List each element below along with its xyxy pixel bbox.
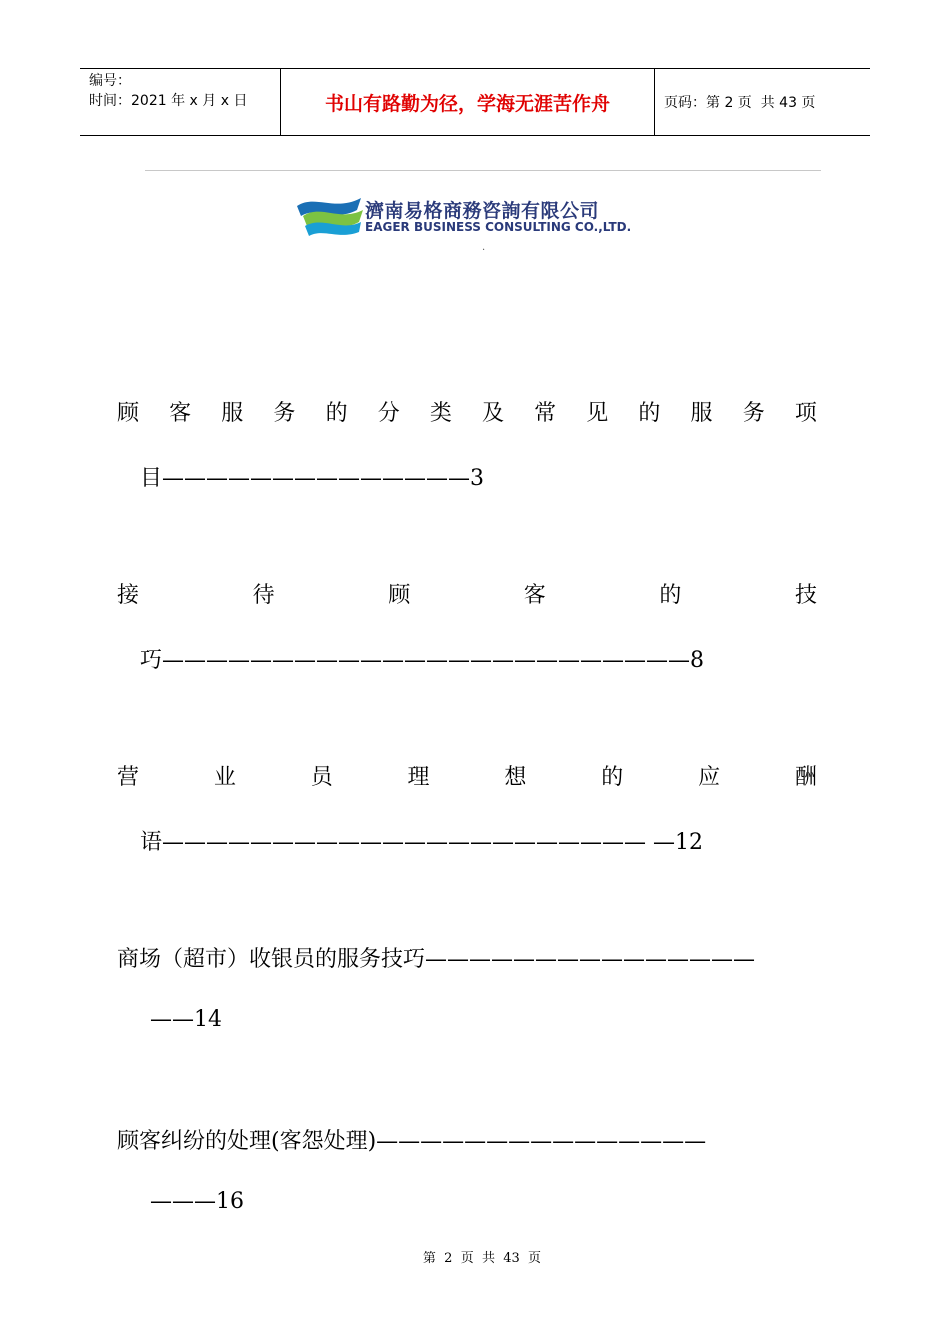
header-meta — [80, 69, 281, 135]
toc-entry-1-title: 顾 客 服 务 的 分 类 及 常 见 的 服 务 项 — [117, 401, 817, 426]
toc-entry-3-continuation: 语—————————————————————— —12 — [140, 830, 703, 855]
separator-dot: . — [482, 242, 486, 253]
logo-name-cn: 濟南易格商務咨詢有限公司 — [365, 200, 600, 222]
page-header — [80, 68, 870, 136]
toc-entry-5-continuation: ———16 — [150, 1189, 244, 1214]
logo-name-en: EAGER BUSINESS CONSULTING CO.,LTD. — [365, 220, 632, 234]
motto-text: 书山有路勤为径，学海无涯苦作舟 — [324, 92, 610, 115]
header-rule — [145, 170, 821, 171]
page-info: 页码：第 2 页 共 43 页 — [664, 95, 816, 111]
wave-logo-icon — [295, 192, 365, 238]
page-footer: 第 2 页 共 43 页 — [422, 1251, 542, 1266]
company-logo — [295, 192, 655, 238]
toc-entry-2-title: 接 待 顾 客 的 技 — [117, 583, 817, 608]
toc-entry-4-continuation: ——14 — [150, 1007, 222, 1032]
toc-entry-5-title: 顾客纠纷的处理(客怨处理)——————————————— — [117, 1129, 707, 1154]
toc-entry-3-title: 营 业 员 理 想 的 应 酬 — [117, 765, 817, 790]
toc-entry-1-continuation: 目——————————————3 — [140, 466, 484, 491]
toc-entry-4-title: 商场（超市）收银员的服务技巧——————————————— — [117, 947, 756, 972]
number-label: 编号： — [89, 73, 131, 89]
toc-entry-2-continuation: 巧————————————————————————8 — [140, 648, 704, 673]
header-motto — [281, 69, 655, 135]
time-label: 时间：2021 年 x 月 x 日 — [89, 93, 248, 109]
